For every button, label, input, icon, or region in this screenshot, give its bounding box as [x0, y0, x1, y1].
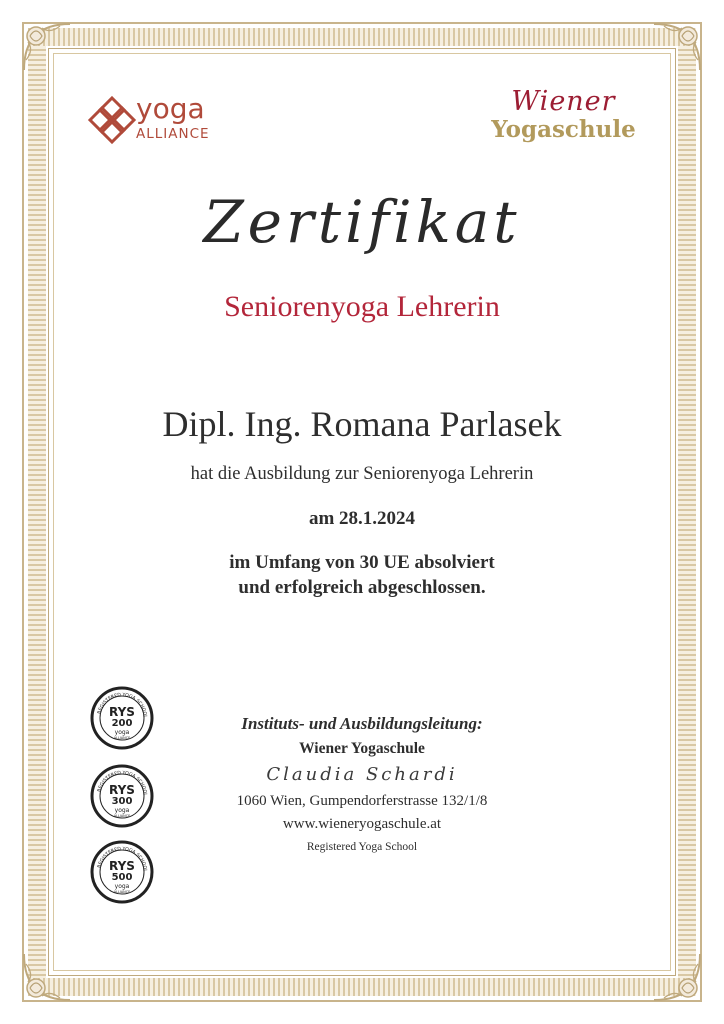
scope-line-2: und erfolgreich abgeschlossen.	[238, 577, 486, 598]
rys-200-seal-icon	[90, 686, 154, 750]
logo-word-wiener: Wiener	[511, 86, 616, 117]
seal-label: RYS	[109, 783, 135, 797]
logo-word-yogaschule: Yogaschule	[491, 116, 636, 143]
institute-heading: Instituts- und Ausbildungsleitung:	[241, 714, 483, 733]
rys-300-seal-icon	[90, 764, 154, 828]
seal-ring-text: REGISTERED YOGA SCHOOL	[97, 770, 148, 797]
institute-address: 1060 Wien, Gumpendorferstrasse 132/1/8	[236, 793, 488, 809]
seal-level: 500	[111, 872, 133, 883]
seal-ring-text: REGISTERED YOGA SCHOOL	[97, 692, 148, 719]
seal-level: 200	[111, 718, 133, 729]
corner-ornament-icon	[20, 950, 74, 1004]
logo-word-alliance: ALLIANCE	[136, 126, 210, 142]
corner-ornament-icon	[650, 950, 704, 1004]
yoga-alliance-logo	[86, 90, 216, 150]
seal-level: 300	[111, 796, 133, 807]
scope-block	[0, 550, 724, 600]
seal-brand-sub: ALLIANCE	[113, 736, 131, 740]
seal-brand-sub: ALLIANCE	[113, 890, 131, 894]
wiener-yogaschule-logo	[476, 88, 651, 152]
seal-brand: yoga	[114, 807, 130, 814]
corner-ornament-icon	[20, 20, 74, 74]
completion-statement: hat die Ausbildung zur Seniorenyoga Lehrerin	[190, 464, 534, 484]
seal-label: RYS	[109, 859, 135, 873]
lotus-knot-icon	[86, 94, 138, 146]
certificate-subtitle: Seniorenyoga Lehrerin	[224, 290, 500, 323]
institute-school-name: Wiener Yogaschule	[299, 740, 425, 757]
seal-label: RYS	[109, 705, 135, 719]
completion-date: am 28.1.2024	[308, 508, 416, 529]
rys-500-seal-icon	[90, 840, 154, 904]
seal-brand: yoga	[114, 883, 130, 890]
seal-brand: yoga	[114, 729, 130, 736]
certificate-title: Zertifikat	[203, 188, 521, 256]
seal-brand-sub: ALLIANCE	[113, 814, 131, 818]
registered-school-note: Registered Yoga School	[306, 841, 418, 853]
scope-line-1: im Umfang von 30 UE absolviert	[229, 552, 495, 573]
logo-word-yoga: yoga	[136, 92, 205, 125]
institute-website: www.wieneryogaschule.at	[282, 816, 442, 832]
recipient-name: Dipl. Ing. Romana Parlasek	[162, 404, 562, 444]
seal-ring-text: REGISTERED YOGA SCHOOL	[97, 846, 148, 873]
corner-ornament-icon	[650, 20, 704, 74]
signature: Claudia Schardi	[266, 764, 458, 785]
